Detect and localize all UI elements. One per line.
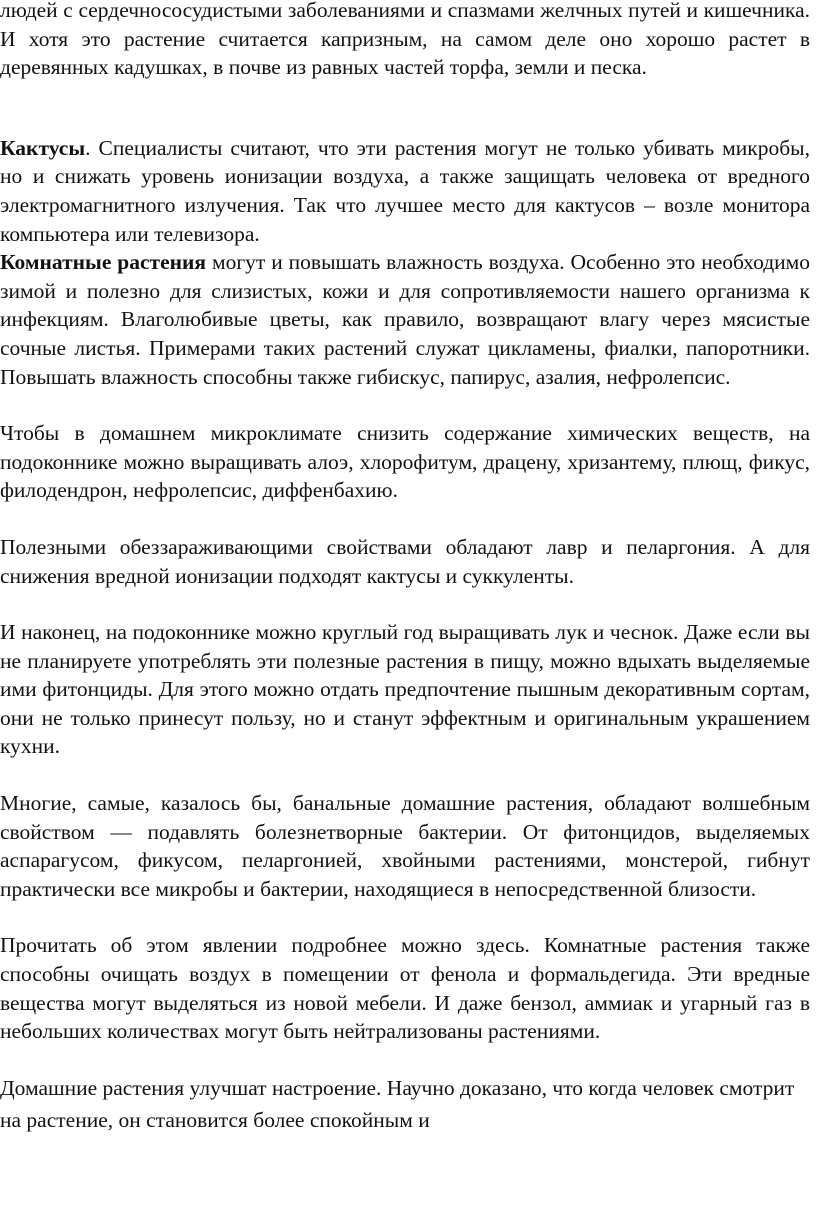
spacer xyxy=(0,590,810,618)
spacer xyxy=(0,1046,810,1072)
spacer xyxy=(0,903,810,931)
paragraph-mood: Домашние растения улучшат настроение. Научно доказано, что когда человек смотрит на растение, он становится более спокойным и xyxy=(0,1075,795,1132)
paragraph-disinfecting: Полезными обеззараживающими свойствами обладают лавр и пеларгония. А для снижения вредной ионизации подходят кактусы и суккуленты. xyxy=(0,534,810,588)
spacer xyxy=(0,505,810,533)
paragraph-onion-garlic: И наконец, на подоконнике можно круглый год выращивать лук и чеснок. Даже если вы не планируете употреблять эти полезные растения в пищу, можно вдыхать выделяемые ими фитонциды. Для этого можно отдать предпочтение пышным декоративным сортам, они не только принесут пользу, но и станут эффектным и оригинальным украшением кухни. xyxy=(0,620,810,759)
paragraph-bacteria: Многие, самые, казалось бы, банальные домашние растения, обладают волшебным свойством — подавлять болезнетворные бактерии. От фитонцидов, выделяемых аспарагусом, фикусом, пеларгонией, хвойными растениями, монстерой, гибнут практически все микробы и бактерии, находящиеся в непосредственной близости. xyxy=(0,791,810,901)
paragraph-cacti-text: . Специалисты считают, что эти растения могут не только убивать микробы, но и снижать уровень ионизации воздуха, а также защищать человека от вредного электромагнитного излучения. Так что лучшее место для кактусов – возле монитора компьютера или телевизора. xyxy=(0,135,810,246)
term-houseplants: Комнатные растения xyxy=(0,250,207,275)
paragraph-houseplants-text: могут и повышать влажность воздуха. Особенно это необходимо зимой и полезно для слизистых, кожи и для сопротивляемости нашего организма к инфекциям. Влаголюбивые цветы, как правило, возвращают влагу через мясистые сочные листья. Примерами таких растений служат цикламены, фиалки, папоротники. Повышать влажность способны также гибискус, папирус, азалия, нефролепсис. xyxy=(0,250,810,389)
paragraph-intro: людей с сердечнососудистыми заболеваниями и спазмами желчных путей и кишечника. И хотя это растение считается капризным, на самом деле оно хорошо растет в деревянных кадушках, в почве из равных частей торфа, земли и песка. xyxy=(0,0,810,80)
paragraph-phenol: Прочитать об этом явлении подробнее можно здесь. Комнатные растения также способны очищать воздух в помещении от фенола и формальдегида. Эти вредные вещества могут выделяться из новой мебели. И даже бензол, аммиак и угарный газ в небольших количествах могут быть нейтрализованы растениями. xyxy=(0,933,810,1044)
paragraph-chemicals: Чтобы в домашнем микроклимате снизить содержание химических веществ, на подоконнике можно выращивать алоэ, хлорофитум, драцену, хризантему, плющ, фикус, филодендрон, нефролепсис, диффенбахию. xyxy=(0,421,810,503)
term-cacti: Кактусы xyxy=(0,135,86,160)
paragraph-cacti xyxy=(0,134,810,248)
paragraph-houseplants xyxy=(0,248,810,391)
spacer xyxy=(0,761,810,789)
spacer xyxy=(0,82,810,134)
spacer xyxy=(0,391,810,419)
